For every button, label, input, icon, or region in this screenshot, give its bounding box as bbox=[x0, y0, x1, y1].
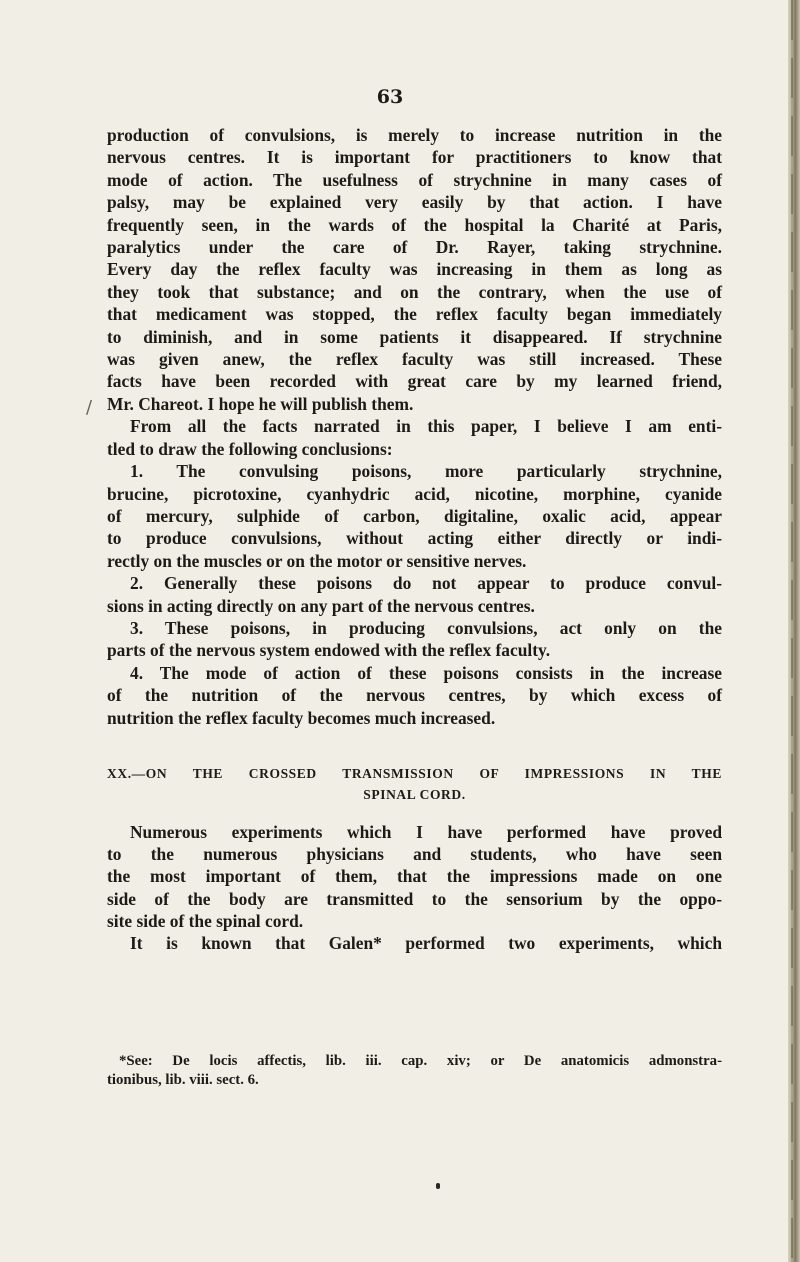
text-line: the most important of them, that the impressions made on one bbox=[107, 866, 722, 887]
text-line: parts of the nervous system endowed with the reflex faculty. bbox=[107, 640, 551, 661]
text-line: frequently seen, in the wards of the hospital la Charité at Paris, bbox=[107, 214, 722, 235]
text-line: site side of the spinal cord. bbox=[107, 910, 304, 931]
text-line: they took that substance; and on the contrary, when the use of bbox=[107, 281, 722, 302]
text-line: Numerous experiments which I have performed have proved bbox=[130, 822, 722, 842]
text-line: brucine, picrotoxine, cyanhydric acid, nicotine, morphine, cyanide bbox=[107, 483, 722, 504]
text-line: of the nutrition of the nervous centres, by which excess of bbox=[107, 685, 722, 706]
text-line: to produce convulsions, without acting either directly or indi- bbox=[107, 528, 722, 549]
ink-speck bbox=[436, 1183, 440, 1189]
section-heading-line: SPINAL CORD. bbox=[363, 787, 466, 802]
section-heading-line: XX.—ON THE CROSSED TRANSMISSION OF IMPRESSIONS IN THE bbox=[107, 766, 722, 781]
margin-pencil-mark: / bbox=[86, 397, 93, 418]
footnote bbox=[107, 1052, 722, 1089]
footnote-line: tionibus, lib. viii. sect. 6. bbox=[107, 1071, 259, 1088]
text-line: sions in acting directly on any part of the nervous centres. bbox=[107, 595, 535, 616]
text-line: 4. The mode of action of these poisons consists in the increase bbox=[130, 662, 722, 683]
section-heading bbox=[107, 763, 722, 805]
text-line: nutrition the reflex faculty becomes much increased. bbox=[107, 707, 496, 728]
text-line: From all the facts narrated in this paper, I believe I am enti- bbox=[130, 416, 722, 437]
text-line: paralytics under the care of Dr. Rayer, taking strychnine. bbox=[107, 237, 722, 258]
section-text-block bbox=[107, 821, 722, 954]
text-line: rectly on the muscles or on the motor or sensitive nerves. bbox=[107, 550, 527, 571]
text-line: It is known that Galen* performed two experiments, which bbox=[130, 933, 722, 954]
text-line: to diminish, and in some patients it disappeared. If strychnine bbox=[107, 326, 722, 347]
text-line: facts have been recorded with great care by my learned friend, bbox=[107, 371, 722, 392]
text-line: 1. The convulsing poisons, more particularly strychnine, bbox=[130, 461, 722, 482]
text-line: nervous centres. It is important for practitioners to know that bbox=[107, 147, 722, 168]
text-line: 3. These poisons, in producing convulsions, act only on the bbox=[130, 617, 722, 638]
book-binding-edge bbox=[788, 0, 800, 1262]
footnote-line: *See: De locis affectis, lib. iii. cap. xiv; or De anatomicis admonstra- bbox=[119, 1053, 722, 1069]
text-line: Every day the reflex faculty was increasing in them as long as bbox=[107, 259, 722, 280]
text-line: that medicament was stopped, the reflex faculty began immediately bbox=[107, 304, 722, 325]
text-line: Mr. Chareot. I hope he will publish them. bbox=[107, 393, 414, 414]
text-line: production of convulsions, is merely to increase nutrition in the bbox=[107, 125, 722, 145]
text-line: tled to draw the following conclusions: bbox=[107, 438, 393, 459]
text-line: side of the body are transmitted to the sensorium by the oppo- bbox=[107, 888, 722, 909]
text-line: palsy, may be explained very easily by that action. I have bbox=[107, 192, 722, 213]
text-line: mode of action. The usefulness of strychnine in many cases of bbox=[107, 169, 722, 190]
text-line: of mercury, sulphide of carbon, digitaline, oxalic acid, appear bbox=[107, 505, 722, 526]
text-line: 2. Generally these poisons do not appear to produce convul- bbox=[130, 573, 722, 594]
main-text-block bbox=[107, 124, 722, 729]
text-line: was given anew, the reflex faculty was still increased. These bbox=[107, 349, 722, 370]
page-number: 63 bbox=[376, 86, 404, 108]
text-line: to the numerous physicians and students, who have seen bbox=[107, 844, 722, 865]
